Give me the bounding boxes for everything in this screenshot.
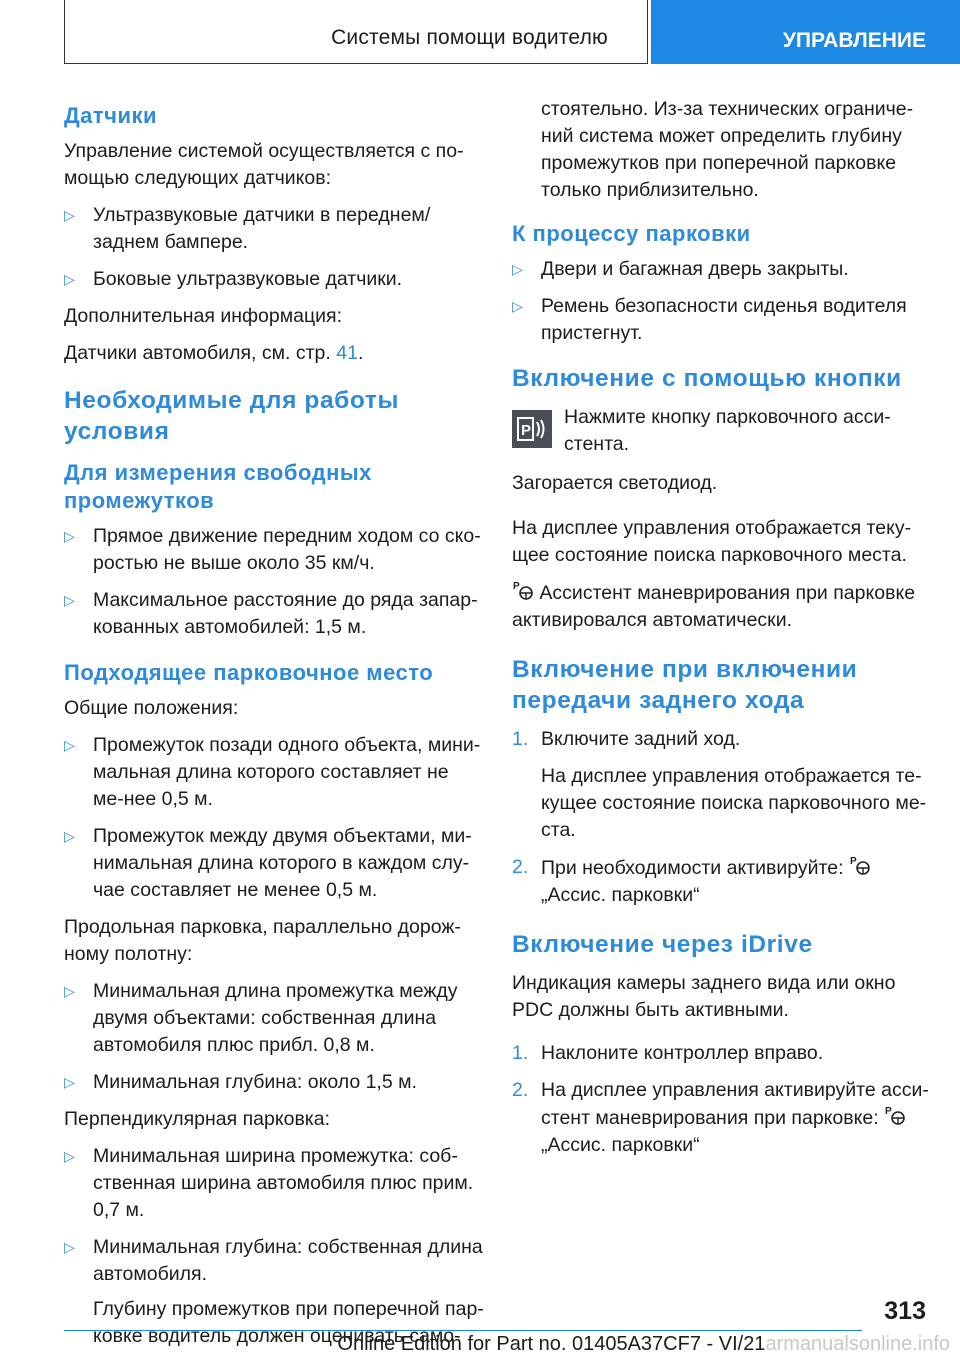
heading-conditions: Необходимые для работы условия [64, 387, 399, 445]
heading-sensors: Датчики [64, 103, 158, 128]
triangle-bullet-icon: ▷ [64, 1239, 75, 1255]
triangle-bullet-icon: ▷ [64, 207, 75, 223]
bullet-item [512, 256, 932, 283]
paragraph: Загорается светодиод. [512, 472, 718, 494]
button-instruction [512, 404, 932, 458]
heading-measure: Для измерения свободных промежутков [64, 460, 372, 513]
bullet-item [512, 293, 932, 347]
step-number: 2. [512, 856, 529, 878]
triangle-bullet-icon: ▷ [64, 1074, 75, 1090]
triangle-bullet-icon: ▷ [64, 271, 75, 287]
bullet-text: Минимальная глубина: около 1,5 м. [93, 1071, 417, 1093]
bullet-text: Ультразвуковые датчики в переднем/ заднем бампере. [93, 204, 431, 253]
triangle-bullet-icon: ▷ [512, 298, 523, 314]
right-column [512, 98, 932, 1169]
heading-spot: Подходящее парковочное место [64, 660, 434, 685]
triangle-bullet-icon: ▷ [64, 592, 75, 608]
menu-label: „Ассис. парковки“ [541, 884, 700, 906]
step-number: 2. [512, 1079, 529, 1101]
bullet-item [64, 1069, 484, 1096]
bullet-text: стоятельно. Из-за технических ограниче-ний система может определить глубину промежутков при поперечной парковке только приблизительно. [541, 98, 914, 201]
edition-text: Online Edition for Part no. 01405A37CF7 - VI/21 [337, 1333, 766, 1355]
menu-label: „Ассис. парковки“ [541, 1134, 700, 1156]
svg-text:P: P [513, 581, 520, 592]
bullet-item [64, 523, 484, 577]
heading-idrive: Включение через iDrive [512, 931, 813, 958]
bullet-item [64, 1143, 484, 1224]
park-maneuver-icon [512, 579, 534, 601]
bullet-text: Минимальная ширина промежутка: соб-ственная ширина автомобиля плюс прим. 0,7 м. [93, 1145, 474, 1221]
bullet-continuation [512, 96, 932, 204]
svg-text:P: P [885, 1106, 892, 1117]
paragraph: Продольная парковка, параллельно дорож-ному полотну: [64, 916, 461, 965]
bullet-item [64, 1234, 484, 1288]
numbered-step [512, 726, 932, 753]
step-text: На дисплее управления активируйте асси-стент маневрирования при парковке: [541, 1079, 929, 1129]
svg-text:P: P [849, 856, 857, 867]
paragraph-text: Ассистент маневрирования при парковке активировался автоматически. [512, 582, 916, 631]
bullet-item [64, 978, 484, 1059]
bullet-item [64, 732, 484, 813]
xref-text: Датчики автомобиля, см. стр. [64, 342, 331, 364]
park-maneuver-icon [849, 854, 871, 876]
bullet-text: Промежуток между двумя объектами, ми-нимальная длина которого в каждом слу-чае составляет не менее 0,5 м. [93, 825, 472, 901]
bullet-text: Минимальная глубина: собственная длина автомобиля. [93, 1236, 483, 1285]
svg-text:P: P [521, 422, 532, 439]
numbered-step [512, 1040, 932, 1067]
bullet-item [64, 823, 484, 904]
heading-button: Включение с помощью кнопки [512, 365, 902, 392]
park-maneuver-icon [884, 1104, 906, 1126]
page-header [0, 0, 960, 66]
bullet-text: Минимальная длина промежутка между двумя объектами: собственная длина автомобиля плюс прибл. 0,8 м. [93, 980, 458, 1056]
chapter-tab: УПРАВЛЕНИЕ [651, 0, 960, 64]
numbered-step [512, 854, 932, 909]
step-text: Наклоните контроллер вправо. [541, 1042, 824, 1064]
paragraph: На дисплее управления отображается теку-щее состояние поиска парковочного места. [512, 517, 912, 566]
page-number: 313 [884, 1297, 926, 1325]
triangle-bullet-icon: ▷ [64, 983, 75, 999]
step-note [512, 763, 932, 844]
footer-divider [64, 1330, 862, 1331]
step-number: 1. [512, 1042, 529, 1064]
left-column [64, 98, 484, 1360]
bullet-text: Прямое движение передним ходом со ско-ростью не выше около 35 км/ч. [93, 525, 481, 574]
bullet-item [64, 266, 484, 293]
numbered-step [512, 1077, 932, 1159]
triangle-bullet-icon: ▷ [64, 528, 75, 544]
cross-reference [64, 340, 484, 367]
step-number: 1. [512, 728, 529, 750]
instruction-text: Нажмите кнопку парковочного асси-стента. [564, 406, 891, 455]
bullet-text: Максимальное расстояние до ряда запар-кованных автомобилей: 1,5 м. [93, 589, 478, 638]
step-text: На дисплее управления отображается те-кущее состояние поиска парковочного ме-ста. [541, 765, 927, 841]
triangle-bullet-icon: ▷ [512, 261, 523, 277]
bullet-text: Ремень безопасности сиденья водителя пристегнут. [541, 295, 907, 344]
paragraph [512, 579, 932, 634]
bullet-text: Промежуток позади одного объекта, мини-мальная длина которого составляет не ме-нее 0,5 м. [93, 734, 481, 810]
heading-process: К процессу парковки [512, 221, 751, 246]
paragraph: Индикация камеры заднего вида или окно PDC должны быть активными. [512, 972, 896, 1021]
bullet-text: Двери и багажная дверь закрыты. [541, 258, 849, 280]
bullet-text: Боковые ультразвуковые датчики. [93, 268, 403, 290]
heading-reverse: Включение при включении передачи заднего хода [512, 656, 858, 714]
step-text: При необходимости активируйте: [541, 857, 844, 879]
step-text: Включите задний ход. [541, 728, 741, 750]
bullet-text: Глубину промежутков при поперечной пар-ковке водитель должен оценивать само- [93, 1298, 484, 1347]
watermark-text: armanualsonline.info [765, 1333, 950, 1355]
triangle-bullet-icon: ▷ [64, 1148, 75, 1164]
triangle-bullet-icon: ▷ [64, 828, 75, 844]
bullet-item [64, 587, 484, 641]
paragraph: Управление системой осуществляется с по-мощью следующих датчиков: [64, 140, 464, 189]
paragraph: Перпендикулярная парковка: [64, 1108, 331, 1130]
triangle-bullet-icon: ▷ [64, 737, 75, 753]
paragraph: Дополнительная информация: [64, 305, 343, 327]
page-link[interactable]: 41 [336, 342, 358, 364]
paragraph: Общие положения: [64, 697, 239, 719]
bullet-item [64, 202, 484, 256]
edition-footer [337, 1333, 950, 1356]
xref-suffix: . [357, 342, 364, 364]
section-title: Системы помощи водителю [331, 26, 608, 49]
park-assist-button-icon [512, 410, 552, 448]
